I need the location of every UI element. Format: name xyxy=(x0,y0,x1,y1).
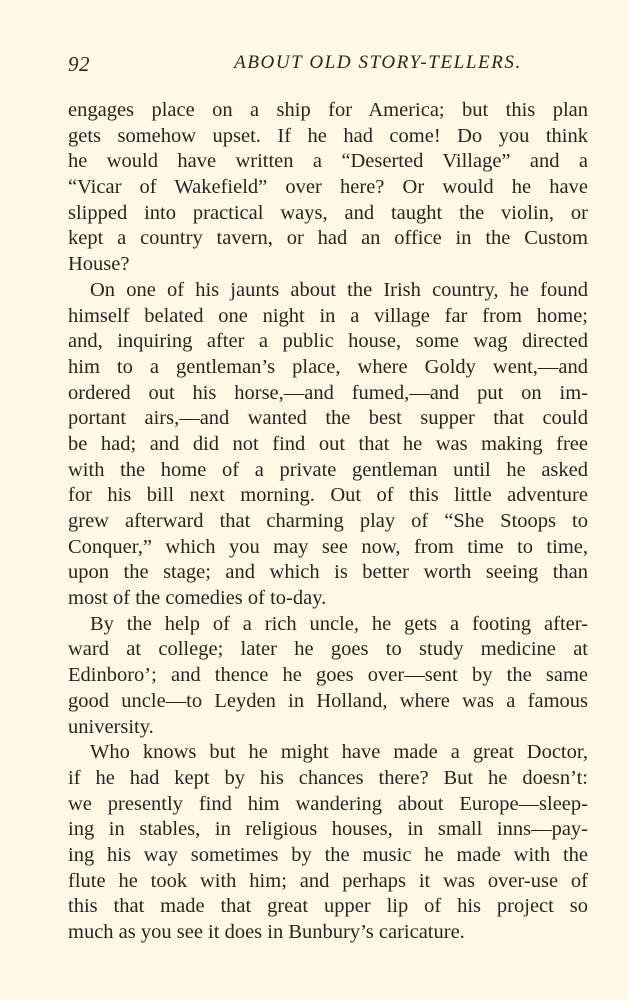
text-line: for his bill next morning. Out of this little adventure xyxy=(68,484,588,507)
text-line: he would have written a “Deserted Village” and a xyxy=(68,150,588,173)
text-line: ing in stables, in religious houses, in small inns—pay- xyxy=(68,818,588,841)
text-line: On one of his jaunts about the Irish country, he found xyxy=(90,278,588,301)
text-line: Who knows but he might have made a great Doctor, xyxy=(90,741,588,764)
text-line: university. xyxy=(68,715,154,738)
text-line: portant airs,—and wanted the best supper that could xyxy=(68,407,588,430)
text-line: and, inquiring after a public house, some wag directed xyxy=(68,330,588,353)
text-line: Conquer,” which you may see now, from time to time, xyxy=(68,535,588,558)
text-line: be had; and did not find out that he was making free xyxy=(68,432,588,455)
text-line: By the help of a rich uncle, he gets a footing after- xyxy=(90,612,588,635)
body-text xyxy=(68,98,588,946)
text-line: with the home of a private gentleman until he asked xyxy=(68,458,588,481)
text-line: ordered out his horse,—and fumed,—and put on im- xyxy=(68,381,588,404)
text-line: flute he took with him; and perhaps it was over-use of xyxy=(68,869,588,892)
text-line: House? xyxy=(68,253,130,276)
text-line: slipped into practical ways, and taught the violin, or xyxy=(68,201,588,224)
text-line: ing his way sometimes by the music he made with the xyxy=(68,843,588,866)
text-line: Edinboro’; and thence he goes over—sent by the same xyxy=(68,664,588,687)
text-line: good uncle—to Leyden in Holland, where was a famous xyxy=(68,689,588,712)
text-line: if he had kept by his chances there? But he doesn’t: xyxy=(68,766,588,789)
text-line: himself belated one night in a village far from home; xyxy=(68,304,588,327)
text-line: upon the stage; and which is better worth seeing than xyxy=(68,561,588,584)
text-line: gets somehow upset. If he had come! Do you think xyxy=(68,124,588,147)
text-line: we presently find him wandering about Europe—sleep- xyxy=(68,792,588,815)
text-line: grew afterward that charming play of “She Stoops to xyxy=(68,510,588,532)
running-title: ABOUT OLD STORY-TELLERS. xyxy=(234,52,522,73)
text-line: most of the comedies of to-day. xyxy=(68,587,327,610)
text-line: kept a country tavern, or had an office in the Custom xyxy=(68,227,588,250)
running-head xyxy=(68,52,588,80)
text-line: much as you see it does in Bunbury’s caricature. xyxy=(68,921,465,943)
text-line: ward at college; later he goes to study medicine at xyxy=(68,638,588,661)
page-number: 92 xyxy=(68,52,90,76)
text-line: engages place on a ship for America; but this plan xyxy=(68,99,588,121)
text-line: “Vicar of Wakefield” over here? Or would he have xyxy=(68,176,588,199)
text-line: him to a gentleman’s place, where Goldy went,—and xyxy=(68,355,588,378)
text-line: this that made that great upper lip of his project so xyxy=(68,895,588,918)
